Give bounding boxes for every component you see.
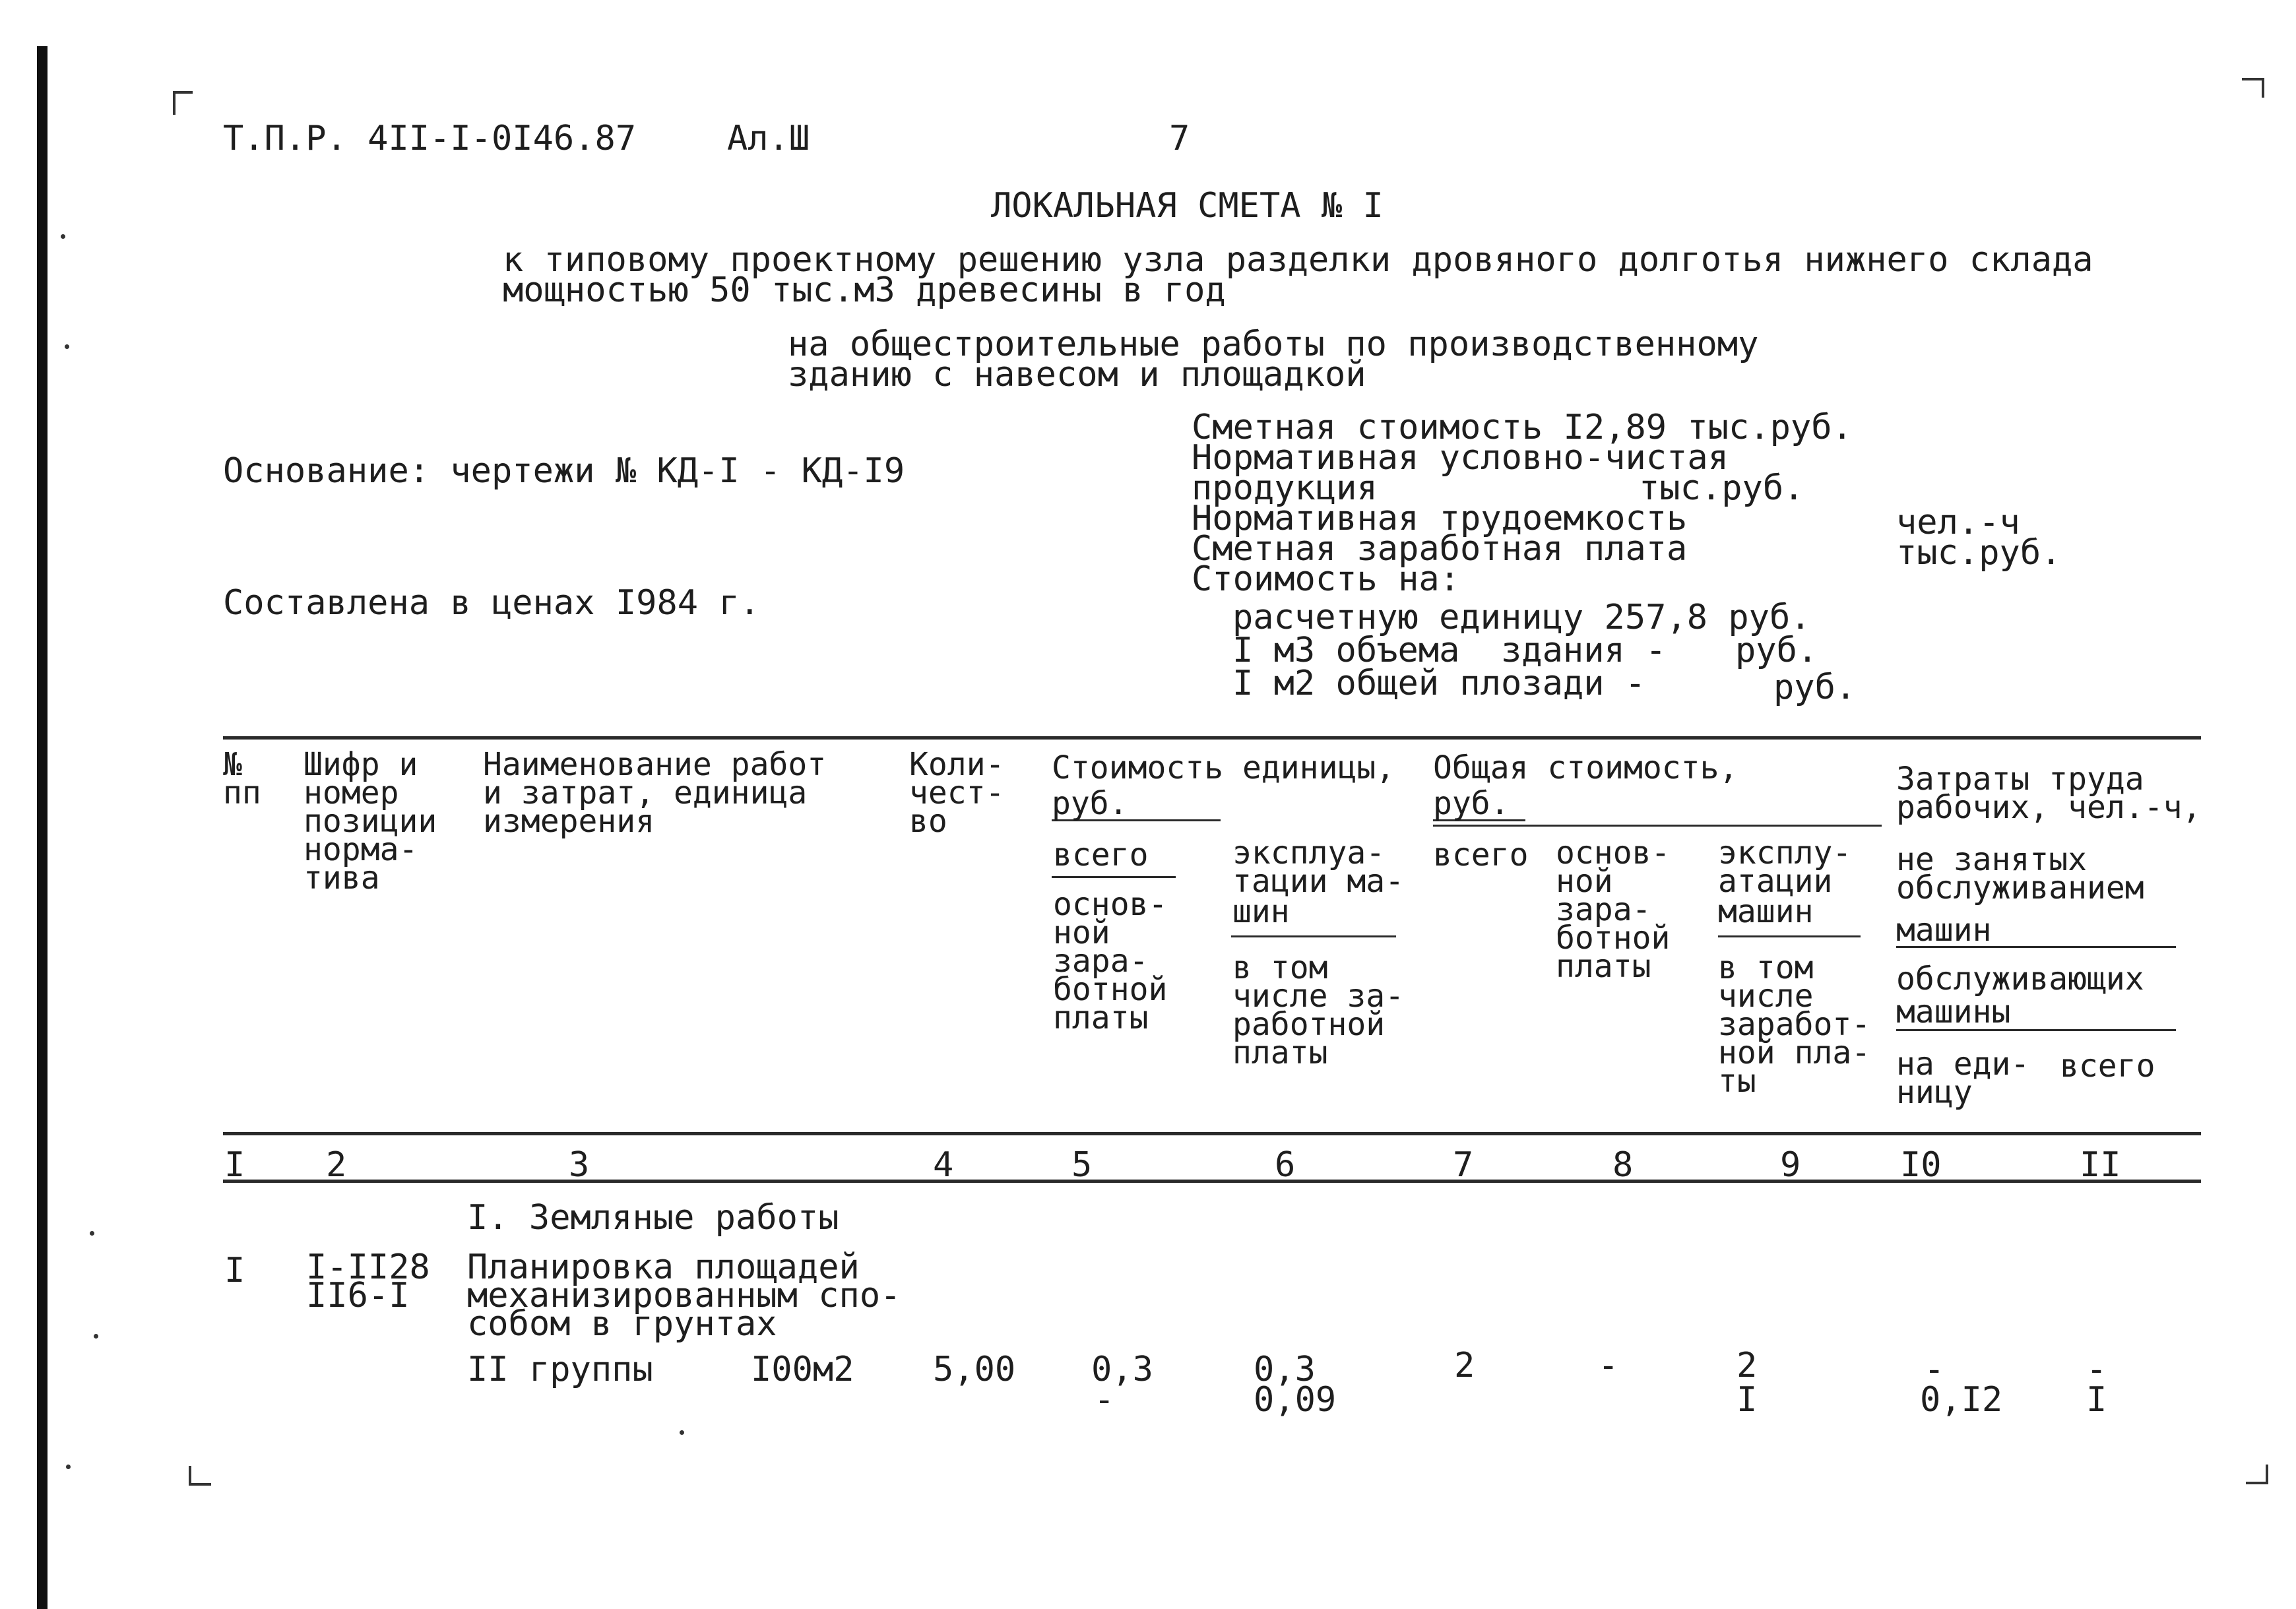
row-c7-total: 2 xyxy=(1454,1346,1475,1385)
cost-per-label: Стоимость на: xyxy=(1192,559,1460,599)
scan-speck xyxy=(61,234,65,239)
row-c10-bottom: 0,I2 xyxy=(1920,1380,2003,1420)
header-c9-machines: эксплу- атации xyxy=(1718,835,1852,900)
header-labor: Затраты труда рабочих, чел.-ч, xyxy=(1896,761,2202,826)
header-c5-total: всего xyxy=(1053,836,1149,873)
header-unit-cost: Стоимость единицы, xyxy=(1052,749,1395,786)
row-c6-machines: 0,3 xyxy=(1254,1350,1316,1389)
header-c11-total: всего xyxy=(2060,1048,2155,1085)
basis-drawings: Основание: чертежи № КД-I - КД-I9 xyxy=(223,451,905,491)
row-c11-bottom: I xyxy=(2086,1380,2107,1420)
column-5-divider xyxy=(1052,876,1176,878)
normative-product-line2: продукция xyxy=(1192,468,1378,508)
binder-edge xyxy=(37,46,48,1609)
row-work-name-last: II группы xyxy=(467,1350,653,1389)
header-row-number: № пп xyxy=(223,746,261,811)
column-number: 3 xyxy=(569,1145,590,1185)
header-c6-machines-ul: шин xyxy=(1232,893,1290,930)
normative-product-line1: Нормативная условно-чистая xyxy=(1192,438,1729,478)
scan-speck xyxy=(90,1231,94,1236)
header-c6-machines: эксплуа- тации ма- xyxy=(1232,835,1405,900)
works-description-line1: на общестроительные работы по производственному xyxy=(788,325,1759,364)
page-number: 7 xyxy=(1169,119,1190,158)
document-subtitle-line1: к типовому проектному решению узла разделки дровяного долготья нижнего склада xyxy=(503,240,2093,280)
column-9-divider xyxy=(1718,935,1861,937)
corner-mark-top-right xyxy=(2242,78,2264,98)
row-work-name: Планировка площадей механизированным спо- собом в грунтах xyxy=(467,1247,901,1344)
estimated-wage-unit: тыс.руб. xyxy=(1896,533,2062,573)
document-code: Т.П.Р. 4II-I-0I46.87 xyxy=(223,119,637,158)
column-number: 2 xyxy=(326,1145,347,1185)
header-total-cost-rub: руб. xyxy=(1433,785,1510,822)
normative-labor: Нормативная трудоемкость xyxy=(1192,499,1688,538)
estimated-wage: Сметная заработная плата xyxy=(1192,529,1688,569)
header-labor-busy-ul: машины xyxy=(1896,994,2011,1030)
document-subtitle-line2: мощностью 50 тыс.м3 древесины в год xyxy=(503,270,1226,310)
row-unit: I00м2 xyxy=(751,1350,854,1389)
total-cost-span-rule xyxy=(1433,825,1882,827)
row-c8-wage: - xyxy=(1598,1346,1619,1385)
row-norm-code: I-II28 II6-I xyxy=(306,1247,430,1315)
column-number: 6 xyxy=(1275,1145,1296,1185)
cost-per-m3-unit: руб. xyxy=(1735,631,1818,670)
column-number: 8 xyxy=(1612,1145,1634,1185)
scan-speck xyxy=(65,344,69,349)
estimated-cost: Сметная стоимость I2,89 тыс.руб. xyxy=(1192,408,1853,447)
row-c9-wage: I xyxy=(1737,1380,1758,1420)
cost-per-m2-unit: руб. xyxy=(1773,668,1857,707)
header-c10-per-unit: на еди- ницу xyxy=(1896,1046,2030,1111)
header-unit-cost-rub: руб. xyxy=(1052,785,1128,822)
section-title: I. Земляные работы xyxy=(467,1198,839,1238)
corner-mark-bottom-left xyxy=(189,1466,211,1486)
row-c9-machines: 2 xyxy=(1737,1346,1758,1385)
header-c9-machines-ul: машин xyxy=(1718,893,1814,930)
table-top-rule xyxy=(223,736,2201,740)
header-c7-total: всего xyxy=(1433,836,1529,873)
row-c11-top: - xyxy=(2086,1350,2107,1389)
normative-labor-unit: чел.-ч xyxy=(1896,503,2020,542)
normative-product-unit: тыс.руб. xyxy=(1639,468,1804,508)
column-number: I0 xyxy=(1900,1145,1942,1185)
header-c5-wage: основ- ной зара- ботной платы xyxy=(1053,886,1168,1036)
column-number: 7 xyxy=(1453,1145,1474,1185)
corner-mark-top-left xyxy=(173,91,193,115)
column-number: 5 xyxy=(1071,1145,1093,1185)
scan-speck xyxy=(94,1334,98,1339)
scan-speck xyxy=(66,1465,71,1469)
column-number: 4 xyxy=(933,1145,954,1185)
cost-per-unit: расчетную единицу 257,8 руб. xyxy=(1232,598,1811,637)
album-number: Ал.Ш xyxy=(727,119,810,158)
header-work-name: Наименование работ и затрат, единица измерения xyxy=(483,746,827,840)
header-c9-wage: в том числе заработ- ной пла- ты xyxy=(1718,949,1871,1100)
scan-speck xyxy=(680,1430,684,1435)
price-base: Составлена в ценах I984 г. xyxy=(223,583,760,623)
header-norm-code: Шифр и номер позиции норма- тива xyxy=(303,746,437,897)
header-labor-busy: обслуживающих xyxy=(1896,961,2144,997)
column-6-divider xyxy=(1231,935,1396,937)
header-total-cost: Общая стоимость, xyxy=(1433,749,1738,786)
header-c6-wage: в том числе за- работной платы xyxy=(1232,949,1405,1071)
cost-per-m2: I м2 общей плозади - xyxy=(1232,664,1646,703)
document-title: ЛОКАЛЬНАЯ СМЕТА № I xyxy=(991,186,1384,226)
header-labor-not-busy-ul: машин xyxy=(1896,912,1992,949)
cost-per-m3: I м3 объема здания - xyxy=(1232,631,1667,670)
row-quantity: 5,00 xyxy=(933,1350,1016,1389)
column-number: 9 xyxy=(1780,1145,1801,1185)
column-number: II xyxy=(2080,1145,2121,1185)
row-c5-wage: - xyxy=(1094,1380,1115,1420)
works-description-line2: зданию с навесом и площадкой xyxy=(788,355,1366,394)
row-c6-wage: 0,09 xyxy=(1254,1380,1337,1420)
row-c5-total: 0,3 xyxy=(1091,1350,1153,1389)
corner-mark-bottom-right xyxy=(2246,1465,2268,1484)
column-number: I xyxy=(224,1145,245,1185)
header-quantity: Коли- чест- во xyxy=(909,746,1005,840)
header-bottom-rule xyxy=(223,1132,2201,1135)
header-labor-not-busy: не занятых обслуживанием xyxy=(1896,841,2144,906)
row-number: I xyxy=(224,1251,245,1290)
row-c10-top: - xyxy=(1924,1350,1945,1389)
header-c8-wage: основ- ной зара- ботной платы xyxy=(1556,835,1671,985)
